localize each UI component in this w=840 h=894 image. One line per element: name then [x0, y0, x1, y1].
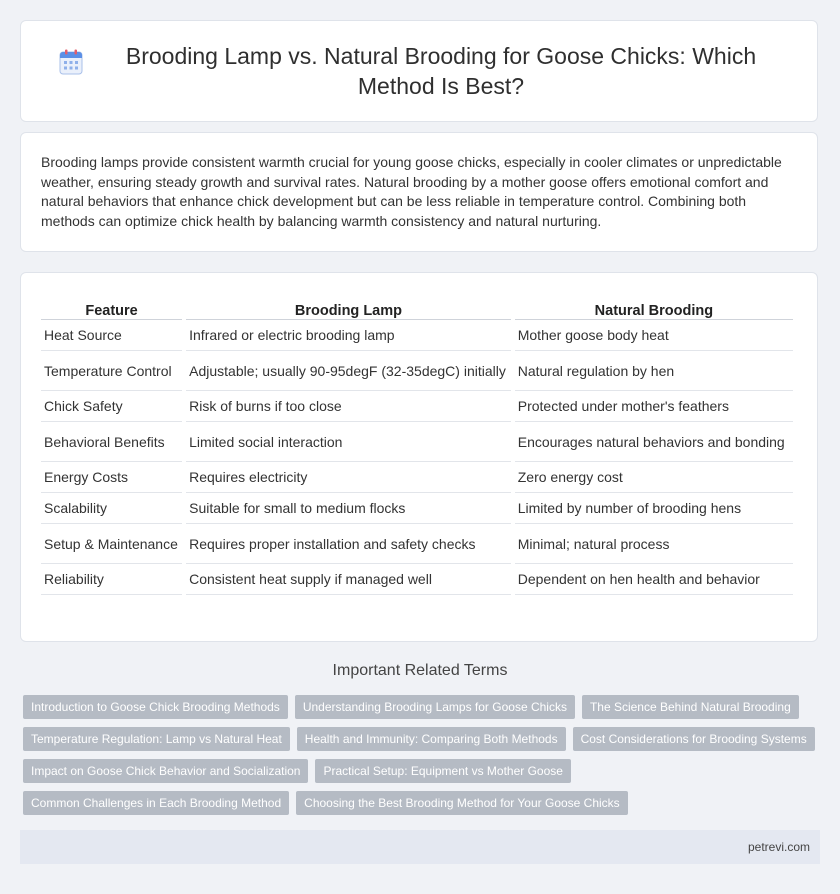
related-term-tag[interactable]: Understanding Brooding Lamps for Goose Chicks [295, 695, 575, 719]
related-term-tag[interactable]: Impact on Goose Chick Behavior and Socialization [23, 759, 308, 783]
related-term-tag[interactable]: Introduction to Goose Chick Brooding Methods [23, 695, 288, 719]
related-terms-list [23, 695, 823, 815]
feature-cell: Reliability [41, 564, 182, 595]
table-row [41, 320, 793, 351]
related-terms-heading: Important Related Terms [332, 662, 508, 679]
related-term-tag[interactable]: Temperature Regulation: Lamp vs Natural Heat [23, 727, 290, 751]
intro-text: Brooding lamps provide consistent warmth crucial for young goose chicks, especially in cooler climates or unpredictable weather, ensuring steady growth and survival rates. Natural brooding by a mother goose offers emotional comfort and natural behaviors that enhance chick development but can be less reliable in temperature control. Combining both methods can optimize chick health by balancing warmth consistency and natural nurturing. [41, 154, 782, 229]
header-card [20, 20, 818, 122]
footer [20, 830, 820, 864]
table-row [41, 422, 793, 462]
natural-cell: Dependent on hen health and behavior [515, 564, 793, 595]
intro-card [20, 132, 818, 252]
feature-cell: Temperature Control [41, 351, 182, 391]
table-header-row [41, 295, 793, 320]
comparison-table-card [20, 272, 818, 642]
lamp-cell: Suitable for small to medium flocks [186, 493, 511, 524]
natural-cell: Minimal; natural process [515, 524, 793, 564]
feature-cell: Scalability [41, 493, 182, 524]
feature-cell: Behavioral Benefits [41, 422, 182, 462]
related-term-tag[interactable]: Common Challenges in Each Brooding Method [23, 791, 289, 815]
lamp-cell: Requires proper installation and safety checks [186, 524, 511, 564]
table-row [41, 524, 793, 564]
natural-cell: Mother goose body heat [515, 320, 793, 351]
footer-site-link[interactable]: petrevi.com [747, 840, 810, 854]
related-term-tag[interactable]: Health and Immunity: Comparing Both Methods [297, 727, 566, 751]
related-term-tag[interactable]: The Science Behind Natural Brooding [582, 695, 799, 719]
related-term-tag[interactable]: Choosing the Best Brooding Method for Your Goose Chicks [296, 791, 628, 815]
table-row [41, 493, 793, 524]
table-row [41, 351, 793, 391]
lamp-cell: Infrared or electric brooding lamp [186, 320, 511, 351]
natural-cell: Limited by number of brooding hens [515, 493, 793, 524]
page-title: Brooding Lamp vs. Natural Brooding for Goose Chicks: Which Method Is Best? [125, 43, 757, 99]
natural-cell: Protected under mother's feathers [515, 391, 793, 422]
calendar-icon [59, 49, 83, 75]
feature-cell: Chick Safety [41, 391, 182, 422]
lamp-cell: Adjustable; usually 90-95degF (32-35degC) initially [186, 351, 511, 391]
feature-cell: Energy Costs [41, 462, 182, 493]
feature-cell: Heat Source [41, 320, 182, 351]
lamp-cell: Risk of burns if too close [186, 391, 511, 422]
table-row [41, 564, 793, 595]
table-row [41, 391, 793, 422]
natural-cell: Zero energy cost [515, 462, 793, 493]
natural-cell: Encourages natural behaviors and bonding [515, 422, 793, 462]
column-header-brooding-lamp: Brooding Lamp [186, 295, 511, 320]
lamp-cell: Limited social interaction [186, 422, 511, 462]
related-term-tag[interactable]: Cost Considerations for Brooding Systems [573, 727, 815, 751]
lamp-cell: Consistent heat supply if managed well [186, 564, 511, 595]
feature-cell: Setup & Maintenance [41, 524, 182, 564]
column-header-natural-brooding: Natural Brooding [515, 295, 793, 320]
comparison-table [37, 295, 797, 595]
lamp-cell: Requires electricity [186, 462, 511, 493]
column-header-feature: Feature [41, 295, 182, 320]
natural-cell: Natural regulation by hen [515, 351, 793, 391]
related-term-tag[interactable]: Practical Setup: Equipment vs Mother Goose [315, 759, 570, 783]
table-row [41, 462, 793, 493]
